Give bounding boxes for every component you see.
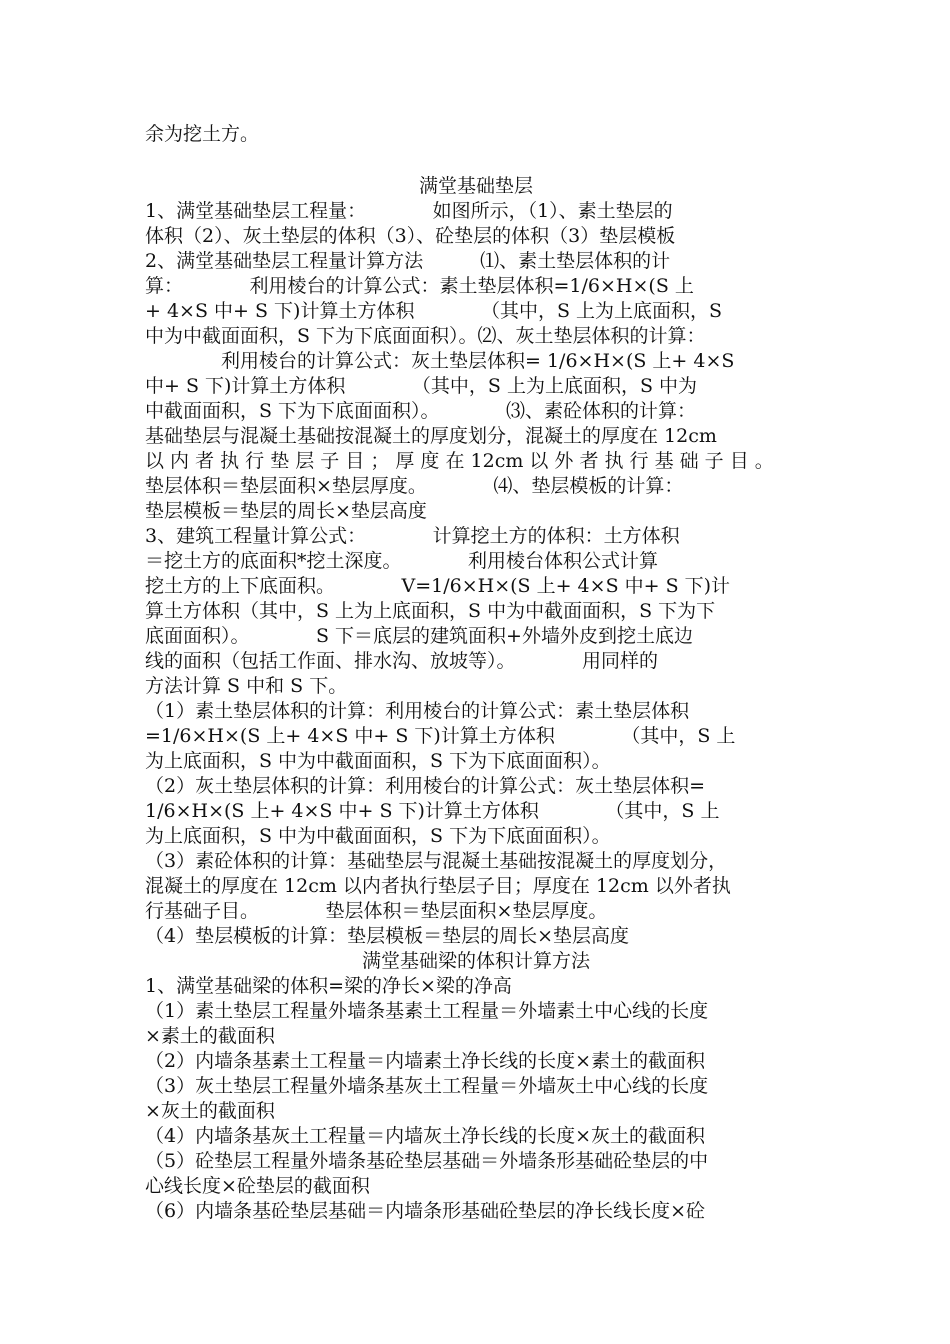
text-line: 方法计算 S 中和 S 下。 [145, 675, 348, 697]
text-line: 体积（2）、灰土垫层的体积（3）、砼垫层的体积（3）垫层模板 [145, 225, 676, 247]
text-line: 1、满堂基础梁的体积=梁的净长×梁的净高 [145, 975, 512, 997]
text-line: 3、建筑工程量计算公式： 计算挖土方的体积：土方体积 [145, 525, 680, 547]
text-line: 余为挖土方。 [145, 123, 260, 145]
text-line: 中截面面积，S 下为下底面面积）。 ⑶、素砼体积的计算： [145, 400, 697, 422]
text-line: 2、满堂基础垫层工程量计算方法 ⑴、素土垫层体积的计 [145, 250, 671, 272]
text-line: 1、满堂基础垫层工程量： 如图所示，（1）、素土垫层的 [145, 200, 673, 222]
text-line: 混凝土的厚度在 12cm 以内者执行垫层子目；厚度在 12cm 以外者执 [145, 875, 731, 897]
text-line: 线的面积（包括工作面、排水沟、放坡等）。 用同样的 [145, 650, 659, 672]
text-line: + 4×S 中+ S 下)计算土方体积 （其中，S 上为上底面积，S [145, 300, 723, 322]
text-line: （1）素土垫层工程量外墙条基素土工程量＝外墙素土中心线的长度 [145, 1000, 709, 1022]
text-line: （1）素土垫层体积的计算：利用棱台的计算公式：素土垫层体积 [145, 700, 690, 722]
text-line: （3）素砼体积的计算：基础垫层与混凝土基础按混凝土的厚度划分， [145, 850, 728, 872]
text-line: =1/6×H×(S 上+ 4×S 中+ S 下)计算土方体积 （其中，S 上 [145, 725, 736, 747]
text-line: （6）内墙条基砼垫层基础＝内墙条形基础砼垫层的净长线长度×砼 [145, 1200, 706, 1222]
text-line: 底面面积）。 S 下＝底层的建筑面积+外墙外皮到挖土底边 [145, 625, 693, 647]
text-line: 心线长度×砼垫层的截面积 [145, 1175, 370, 1197]
text-line: 垫层模板＝垫层的周长×垫层高度 [145, 500, 427, 522]
text-line: 垫层体积＝垫层面积×垫层厚度。 ⑷、垫层模板的计算： [145, 475, 684, 497]
text-line: 基础垫层与混凝土基础按混凝土的厚度划分，混凝土的厚度在 12cm [145, 425, 717, 447]
text-line: 行基础子目。 垫层体积＝垫层面积×垫层厚度。 [145, 900, 608, 922]
text-line: 中+ S 下)计算土方体积 （其中，S 上为上底面积，S 中为 [145, 375, 698, 397]
text-line: 利用棱台的计算公式：灰土垫层体积= 1/6×H×(S 上+ 4×S [145, 350, 735, 372]
text-line: （4）内墙条基灰土工程量＝内墙灰土净长线的长度×灰土的截面积 [145, 1125, 706, 1147]
text-line: 以 内 者 执 行 垫 层 子 目 ； 厚 度 在 12cm 以 外 者 执 行 基 础 子 目 。 [145, 450, 774, 472]
text-line: 算土方体积（其中，S 上为上底面积，S 中为中截面面积，S 下为下 [145, 600, 716, 622]
text-line: 中为中截面面积，S 下为下底面面积）。⑵、灰土垫层体积的计算： [145, 325, 706, 347]
text-line: 为上底面积，S 中为中截面面积，S 下为下底面面积）。 [145, 750, 611, 772]
text-line: （4）垫层模板的计算：垫层模板＝垫层的周长×垫层高度 [145, 925, 630, 947]
text-line: 挖土方的上下底面积。 V=1/6×H×(S 上+ 4×S 中+ S 下)计 [145, 575, 731, 597]
text-line: （5）砼垫层工程量外墙条基砼垫层基础＝外墙条形基础砼垫层的中 [145, 1150, 709, 1172]
text-line: ＝挖土方的底面积*挖土深度。 利用棱台体积公式计算 [145, 550, 659, 572]
section-heading: 满堂基础梁的体积计算方法 [361, 950, 590, 972]
text-line: ×灰土的截面积 [145, 1100, 275, 1122]
text-line: （2）内墙条基素土工程量＝内墙素土净长线的长度×素土的截面积 [145, 1050, 706, 1072]
text-line: 1/6×H×(S 上+ 4×S 中+ S 下)计算土方体积 （其中，S 上 [145, 800, 720, 822]
text-line: 为上底面积，S 中为中截面面积，S 下为下底面面积）。 [145, 825, 611, 847]
section-heading: 满堂基础垫层 [418, 175, 533, 197]
text-line: （3）灰土垫层工程量外墙条基灰土工程量＝外墙灰土中心线的长度 [145, 1075, 709, 1097]
text-line: 算： 利用棱台的计算公式：素土垫层体积=1/6×H×(S 上 [145, 275, 694, 297]
text-line: （2）灰土垫层体积的计算：利用棱台的计算公式：灰土垫层体积= [145, 775, 706, 797]
text-line: ×素土的截面积 [145, 1025, 275, 1047]
